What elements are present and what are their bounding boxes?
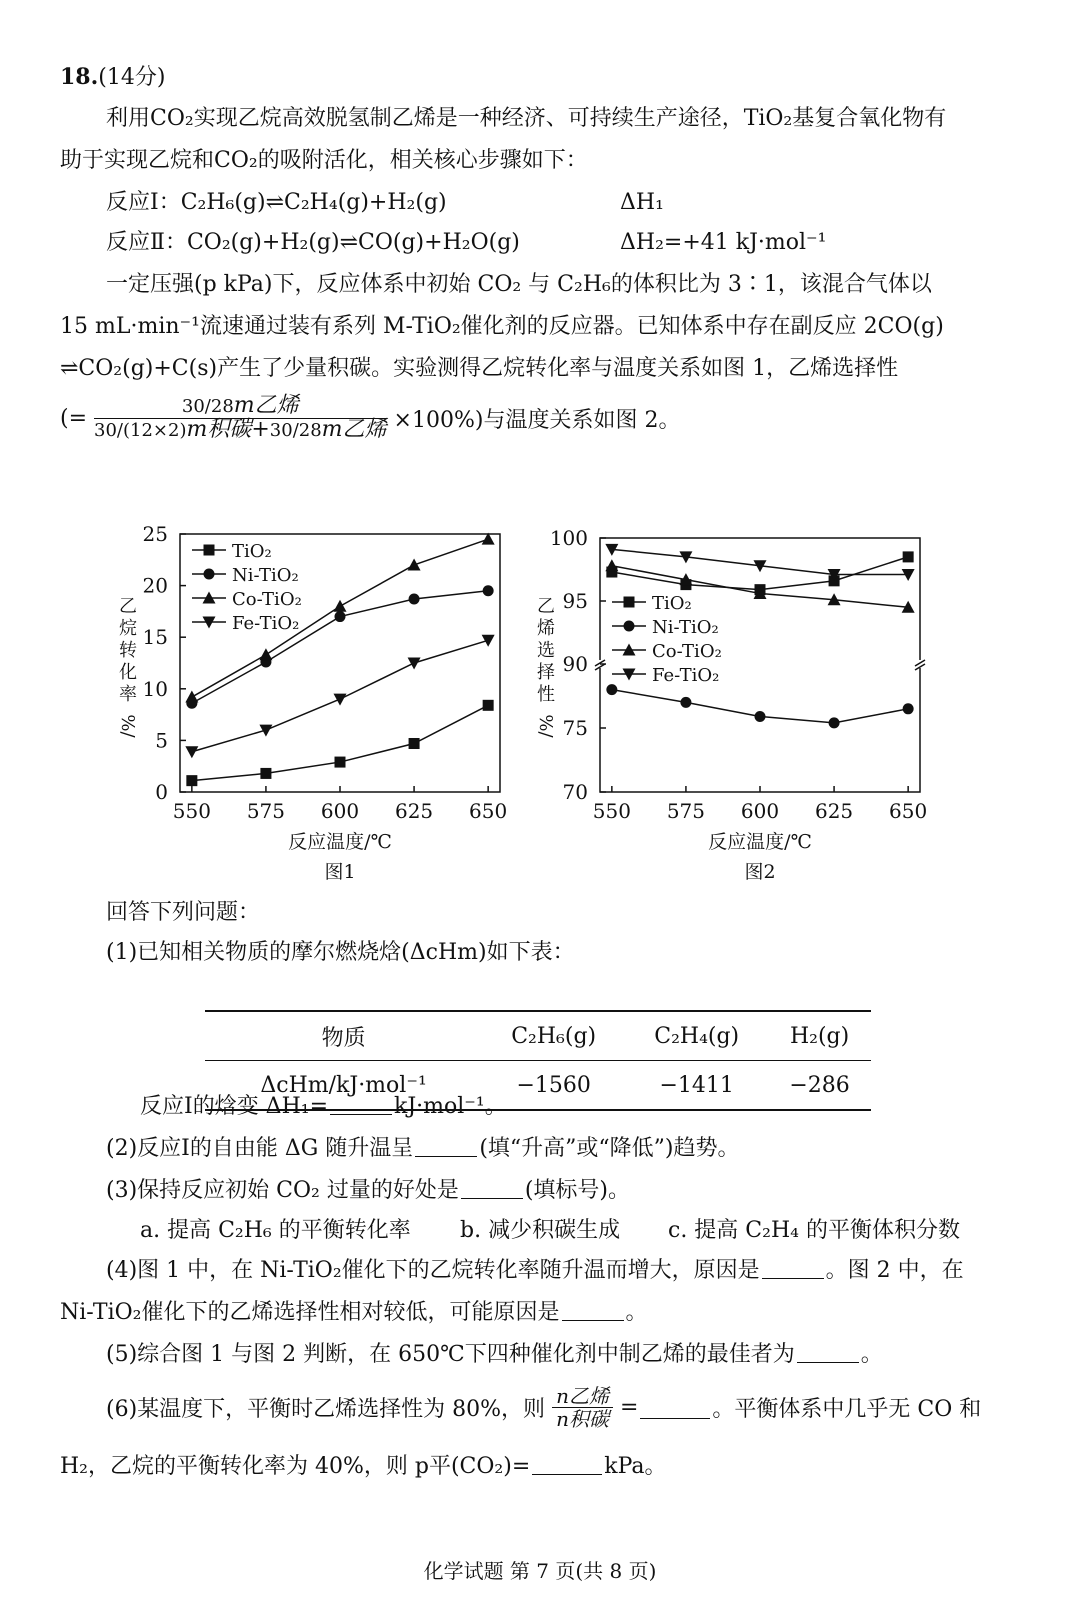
legend-label: Fe-TiO₂: [652, 665, 720, 686]
x-tick-label: 650: [889, 799, 928, 823]
x-tick-label: 550: [172, 799, 211, 823]
question-6-line-1: [106, 1385, 981, 1430]
series-circle: [606, 684, 913, 728]
legend-marker: [624, 621, 635, 632]
question-1: (1)已知相关物质的摩尔燃烧焓(ΔcHm)如下表：: [106, 940, 575, 965]
x-axis-label: 反应温度/℃: [288, 831, 392, 853]
question-2: [106, 1134, 739, 1164]
answer-blank-6b[interactable]: [532, 1452, 602, 1475]
answer-blank-5[interactable]: [797, 1340, 859, 1363]
formula-prefix: (=: [60, 406, 88, 431]
data-point: [185, 746, 198, 758]
answer-blank-4b[interactable]: [562, 1298, 624, 1321]
legend-label: Ni-TiO₂: [652, 617, 719, 638]
q6-line2-prefix: H₂，乙烷的平衡转化率为 40%，则 p平(CO₂)=: [60, 1454, 531, 1479]
table-header-row: [205, 1011, 871, 1061]
formula-suffix: ×100%)与温度关系如图 2。: [393, 408, 681, 433]
y-axis-label-char: 乙: [119, 596, 137, 617]
data-point: [605, 559, 618, 571]
q6-equals: =: [619, 1395, 639, 1420]
data-point: [408, 658, 421, 670]
q3-option-a: a. 提高 C₂H₆ 的平衡转化率: [140, 1218, 411, 1243]
data-point: [606, 684, 617, 695]
answer-blank-1[interactable]: [330, 1092, 392, 1115]
q6-suffix: 。平衡体系中几乎无 CO 和: [712, 1397, 982, 1422]
formula-num-coef: 30/28: [181, 396, 234, 417]
y-tick-label: 70: [562, 780, 588, 804]
y-axis-label-unit: %/: [117, 714, 138, 738]
condition-line-3: ⇌CO₂(g)+C(s)产生了少量积碳。实验测得乙烷转化率与温度关系如图 1，乙烯选择性: [60, 356, 899, 381]
data-point: [829, 717, 840, 728]
x-tick-label: 625: [814, 799, 854, 823]
data-point: [186, 775, 197, 786]
questions-intro: 回答下列问题：: [106, 900, 261, 925]
formula-numerator: [94, 395, 387, 419]
series-square: [186, 700, 493, 786]
question-4-line-2: [60, 1298, 648, 1328]
y-axis-label-unit: %/: [535, 714, 556, 738]
plot-frame: [600, 538, 920, 792]
legend-label: Co-TiO₂: [232, 589, 302, 610]
table-header-cell: H₂(g): [789, 1023, 850, 1049]
formula-den-coef1: 30/(12×2): [94, 420, 187, 441]
y-tick-label: 10: [142, 676, 168, 701]
data-point: [259, 648, 272, 660]
reaction-2-enthalpy: ΔH₂=+41 kJ·mol⁻¹: [620, 230, 827, 255]
formula-fraction: [94, 395, 387, 442]
answer-blank-3[interactable]: [461, 1176, 523, 1199]
x-tick-label: 625: [394, 799, 434, 823]
answer-blank-6a[interactable]: [640, 1396, 710, 1419]
q5-suffix: 。: [860, 1342, 883, 1367]
legend-label: Fe-TiO₂: [232, 613, 300, 634]
table-header-cell: C₂H₄(g): [654, 1023, 740, 1049]
legend-label: Ni-TiO₂: [232, 565, 299, 586]
question-4-line-1: [106, 1256, 964, 1286]
question-number: 18.: [60, 64, 99, 90]
y-axis-label-char: 选: [537, 640, 555, 661]
figure-title: 图2: [744, 861, 776, 883]
q6-line2-suffix: kPa。: [604, 1454, 667, 1479]
q4-line1-prefix: (4)图 1 中，在 Ni-TiO₂催化下的乙烷转化率随升温而增大，原因是: [106, 1258, 760, 1283]
q4-line2-prefix: Ni-TiO₂催化下的乙烯选择性相对较低，可能原因是: [60, 1300, 560, 1325]
question-1-answer: [140, 1092, 507, 1122]
formula-den-var1: m积碳: [186, 417, 252, 442]
q1-answer-prefix: 反应Ⅰ的焓变 ΔH₁=: [140, 1094, 329, 1119]
y-tick-label: 100: [549, 526, 588, 550]
condition-line-2: 15 mL·min⁻¹流速通过装有系列 M-TiO₂催化剂的反应器。已知体系中存在副反应 2CO(g): [60, 314, 944, 339]
legend-marker: [624, 597, 635, 608]
series-triangle-down: [185, 635, 494, 758]
x-tick-label: 600: [740, 799, 780, 823]
series-line: [192, 705, 488, 780]
q6-fraction-denominator: n积碳: [556, 1407, 609, 1431]
legend-label: TiO₂: [232, 541, 272, 562]
q2-prefix: (2)反应Ⅰ的自由能 ΔG 随升温呈: [106, 1136, 414, 1161]
q6-fraction-numerator: n乙烯: [552, 1385, 613, 1408]
y-axis-label-char: 烷: [119, 618, 137, 639]
q6-fraction: [552, 1385, 613, 1430]
data-point: [409, 594, 420, 605]
legend-label: Co-TiO₂: [652, 641, 722, 662]
table-header-cell: C₂H₆(g): [511, 1023, 597, 1049]
data-point: [260, 768, 271, 779]
data-point: [335, 611, 346, 622]
q2-suffix: (填“升高”或“降低”)趋势。: [479, 1136, 740, 1161]
legend-marker: [204, 569, 215, 580]
q3-prefix: (3)保持反应初始 CO₂ 过量的好处是: [106, 1178, 459, 1203]
answer-blank-2[interactable]: [415, 1134, 477, 1157]
intro-line-2: 助于实现乙烷和CO₂的吸附活化，相关核心步骤如下：: [60, 148, 588, 173]
series-triangle-down: [605, 544, 914, 581]
formula-den-coef2: 30/28: [269, 420, 322, 441]
y-tick-label: 0: [155, 780, 168, 804]
y-tick-label: 75: [562, 716, 588, 740]
question-3: [106, 1176, 630, 1206]
data-point: [335, 757, 346, 768]
x-tick-label: 575: [666, 799, 706, 823]
plot-frame: [180, 534, 500, 792]
y-axis-label-char: 性: [537, 684, 555, 705]
formula-num-var: m乙烯: [233, 393, 299, 418]
y-tick-label: 95: [562, 589, 588, 613]
data-point: [408, 558, 421, 570]
y-axis-label-char: 化: [119, 662, 137, 683]
question-6-line-2: [60, 1452, 667, 1482]
legend-label: TiO₂: [652, 593, 692, 614]
answer-blank-4a[interactable]: [762, 1256, 824, 1279]
formula-denominator: [94, 419, 387, 442]
y-tick-label: 15: [142, 625, 168, 650]
reaction-1-enthalpy: ΔH₁: [620, 190, 664, 215]
q3-suffix: (填标号)。: [524, 1178, 631, 1203]
y-axis-label-char: 择: [537, 662, 555, 683]
question-score: (14分): [98, 65, 166, 90]
x-tick-label: 550: [592, 799, 631, 823]
q1-answer-suffix: kJ·mol⁻¹。: [394, 1094, 507, 1119]
x-tick-label: 650: [469, 799, 508, 823]
y-tick-label: 25: [142, 522, 168, 546]
y-tick-label: 5: [155, 728, 168, 753]
figure-2-chart: [530, 520, 950, 890]
question-header: [60, 62, 165, 93]
figure-title: 图1: [324, 861, 356, 883]
q6-prefix: (6)某温度下，平衡时乙烯选择性为 80%，则: [106, 1397, 546, 1422]
formula-den-plus: +: [251, 417, 270, 442]
data-point: [755, 711, 766, 722]
y-axis-label-char: 烯: [537, 618, 555, 639]
table-cell: −286: [789, 1072, 850, 1098]
y-axis-label-char: 乙: [537, 596, 555, 617]
data-point: [483, 585, 494, 596]
x-tick-label: 575: [246, 799, 286, 823]
data-point: [409, 738, 420, 749]
data-point: [680, 697, 691, 708]
formula-den-var2: m乙烯: [321, 417, 387, 442]
data-point: [259, 725, 272, 737]
page-footer: 化学试题 第 7 页(共 8 页): [423, 1559, 657, 1583]
table-cell: −1560: [516, 1072, 591, 1098]
data-point: [903, 551, 914, 562]
data-point: [185, 691, 198, 703]
table-header-cell: 物质: [321, 1025, 366, 1051]
data-point: [903, 703, 914, 714]
data-point: [334, 600, 347, 612]
q3-option-b: b. 减少积碳生成: [460, 1218, 621, 1243]
y-tick-label: 90: [562, 652, 588, 676]
data-point: [482, 635, 495, 647]
figure-1-chart: [100, 520, 520, 890]
intro-line-1: 利用CO₂实现乙烷高效脱氢制乙烯是一种经济、可持续生产途径，TiO₂基复合氧化物有: [106, 106, 947, 131]
legend-marker: [204, 545, 215, 556]
question-5: [106, 1340, 883, 1370]
condition-line-1: 一定压强(p kPa)下，反应体系中初始 CO₂ 与 C₂H₆的体积比为 3∶1，该混合气体以: [106, 272, 932, 297]
reaction-1: 反应Ⅰ：C₂H₆(g)⇌C₂H₄(g)+H₂(g): [106, 190, 447, 215]
table-row-label: ΔcHm/kJ·mol⁻¹: [260, 1072, 427, 1098]
y-tick-label: 20: [142, 573, 168, 598]
y-axis-label-char: 率: [119, 684, 137, 705]
reaction-2: 反应Ⅱ：CO₂(g)+H₂(g)⇌CO(g)+H₂O(g): [106, 230, 520, 255]
data-point: [483, 700, 494, 711]
data-point: [334, 694, 347, 706]
q5-prefix: (5)综合图 1 与图 2 判断，在 650℃下四种催化剂中制乙烯的最佳者为: [106, 1342, 795, 1367]
selectivity-formula: [60, 395, 680, 442]
x-tick-label: 600: [320, 799, 360, 823]
q3-option-c: c. 提高 C₂H₄ 的平衡体积分数: [668, 1218, 960, 1243]
q4-line1-suffix: 。图 2 中，在: [825, 1258, 964, 1283]
y-axis-label-char: 转: [119, 640, 137, 661]
x-axis-label: 反应温度/℃: [708, 831, 812, 853]
table-cell: −1411: [659, 1072, 734, 1098]
q4-line2-suffix: 。: [625, 1300, 648, 1325]
